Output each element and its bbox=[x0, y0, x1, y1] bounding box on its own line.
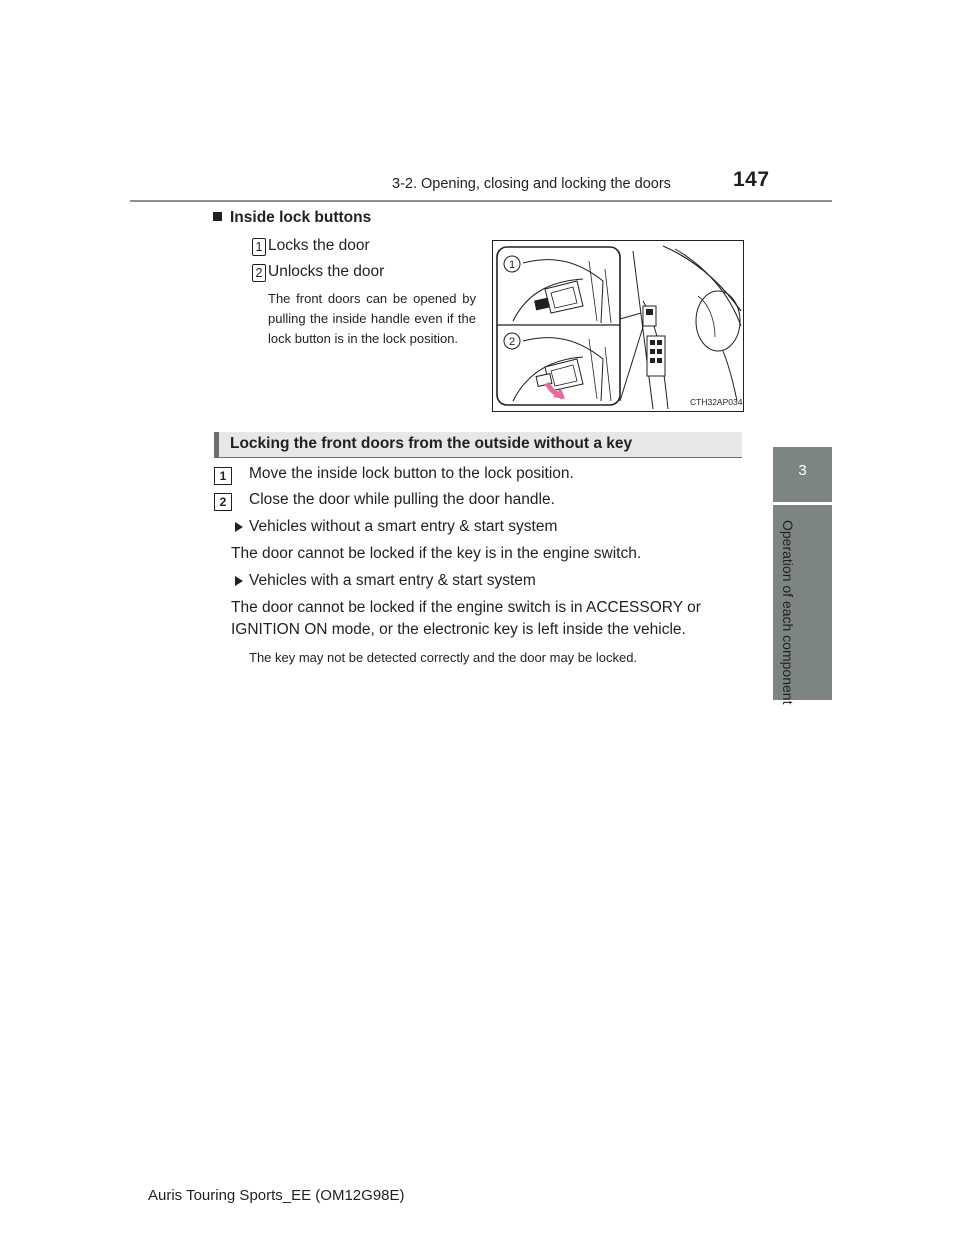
step-text-2: Close the door while pulling the door handle. bbox=[249, 491, 555, 508]
item-text-1: Locks the door bbox=[268, 237, 370, 254]
item-text-2: Unlocks the door bbox=[268, 263, 385, 280]
page-number: 147 bbox=[733, 168, 770, 191]
running-header: 3-2. Opening, closing and locking the doors bbox=[392, 176, 671, 192]
chapter-number: 3 bbox=[798, 462, 807, 479]
section-heading-accent bbox=[214, 432, 219, 458]
case-label-no-smart-entry: Vehicles without a smart entry & start system bbox=[249, 518, 558, 535]
case-text-smart-entry-line2: IGNITION ON mode, or the electronic key is left inside the vehicle. bbox=[231, 621, 686, 638]
item-number-2: 2 bbox=[252, 264, 266, 282]
step-text-1: Move the inside lock button to the lock position. bbox=[249, 465, 574, 482]
inside-lock-note: The front doors can be opened by pulling the inside handle even if the lock button is in the lock position. bbox=[268, 291, 476, 346]
case-text-no-smart-entry: The door cannot be locked if the key is in the engine switch. bbox=[231, 545, 642, 562]
callout-1: 1 bbox=[508, 259, 516, 271]
triangle-bullet-icon bbox=[235, 522, 243, 532]
detection-note: The key may not be detected correctly and the door may be locked. bbox=[249, 650, 638, 665]
section-heading: Locking the front doors from the outside without a key bbox=[230, 435, 633, 452]
callout-2: 2 bbox=[508, 336, 516, 348]
footer-model: Auris Touring Sports_EE (OM12G98E) bbox=[148, 1187, 405, 1204]
square-bullet-icon bbox=[213, 212, 222, 221]
door-lock-drawing bbox=[493, 241, 743, 411]
case-text-smart-entry-line1: The door cannot be locked if the engine switch is in ACCESSORY or bbox=[231, 599, 701, 616]
chapter-title: Operation of each component bbox=[780, 520, 796, 705]
triangle-bullet-icon bbox=[235, 576, 243, 586]
subsection-heading: Inside lock buttons bbox=[230, 209, 372, 226]
header-rule bbox=[130, 200, 832, 202]
figure-code: CTH32AP034 bbox=[690, 397, 743, 407]
step-number-2: 2 bbox=[214, 493, 232, 511]
step-number-1: 1 bbox=[214, 467, 232, 485]
item-number-1: 1 bbox=[252, 238, 266, 256]
door-lock-illustration bbox=[492, 240, 744, 412]
case-label-smart-entry: Vehicles with a smart entry & start system bbox=[249, 572, 536, 589]
